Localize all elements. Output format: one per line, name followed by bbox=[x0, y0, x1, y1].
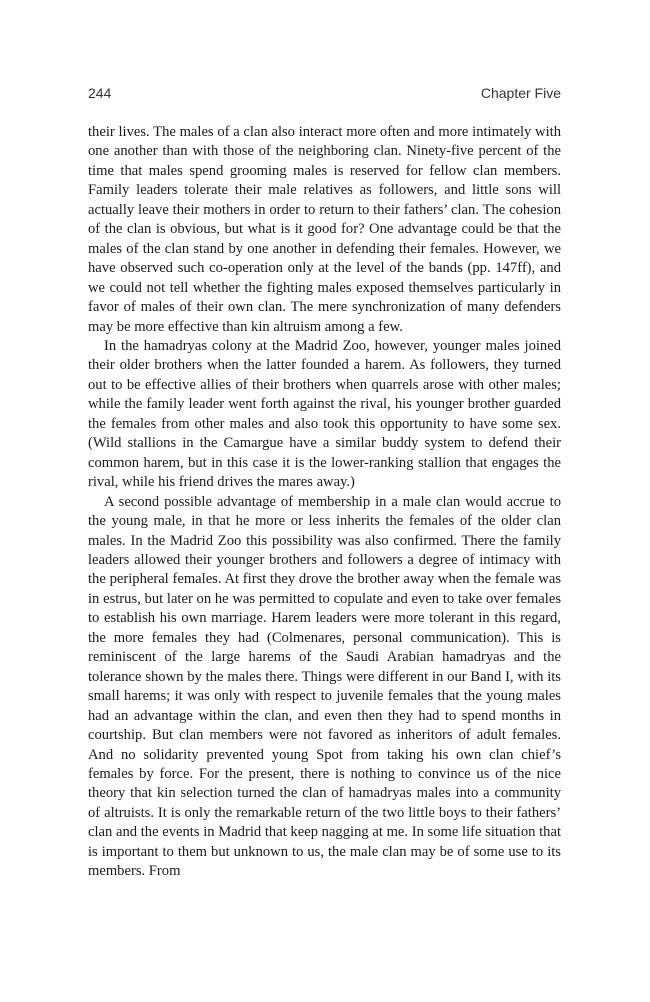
paragraph-3: A second possible advantage of membership in a male clan would accrue to the young male, in that he more or less inherits the females of the older clan males. In the Madrid Zoo this possibility was also confirmed. There the family leaders allowed their younger brothers and followers a degree of intimacy with the peripheral females. At first they drove the brother away when the female was in estrus, but later on he was permitted to copulate and even to take over females to establish his own marriage. Harem leaders were more tolerant in this regard, the more females they had (Colmenares, personal communication). This is reminiscent of the large harems of the Saudi Arabian hamadryas and the tolerance shown by the males there. Things were different in our Band I, with its small harems; it was only with respect to juvenile females that the young males had an advantage within the clan, and even then they had to spend months in courtship. But clan members were not favored as inheritors of adult females. And no solidarity prevented young Spot from taking his own clan chief’s females by force. For the present, there is nothing to convince us of the nice theory that kin selection turned the clan of hamadryas males into a community of altruists. It is only the remarkable return of the two little boys to their fathers’ clan and the events in Madrid that keep nagging at me. In some life situation that is important to them but unknown to us, the male clan may be of some use to its members. From bbox=[88, 493, 561, 880]
chapter-title: Chapter Five bbox=[480, 85, 561, 101]
paragraph-1: their lives. The males of a clan also interact more often and more intimately with one another than with those of the neighboring clan. Ninety-five percent of the time that males spend grooming males is reserved for fellow clan members. Family leaders tolerate their male relatives as followers, and little sons will actually leave their mothers in order to return to their fathers’ clan. The cohesion of the clan is obvious, but what is it good for? One advantage could be that the males of the clan stand by one another in defending their females. However, we have observed such co-operation only at the level of the bands (pp. 147ff), and we could not tell whether the fighting males exposed themselves particularly in favor of males of their own clan. The mere synchronization of many defenders may be more effective than kin altruism among a few. bbox=[88, 124, 561, 335]
paragraph-2: In the hamadryas colony at the Madrid Zoo, however, younger males joined their older brothers when the latter founded a harem. As followers, they turned out to be effective allies of their brothers when quarrels arose with other males; while the family leader went forth against the rival, his younger brother guarded the females from other males and also took this opportunity to have some sex. (Wild stallions in the Camargue have a similar buddy system to defend their common harem, but in this case it is the lower-ranking stallion that engages the rival, while his friend drives the mares away.) bbox=[88, 337, 561, 491]
running-head bbox=[88, 85, 561, 105]
page-number: 244 bbox=[88, 85, 112, 101]
body-text bbox=[88, 123, 561, 882]
